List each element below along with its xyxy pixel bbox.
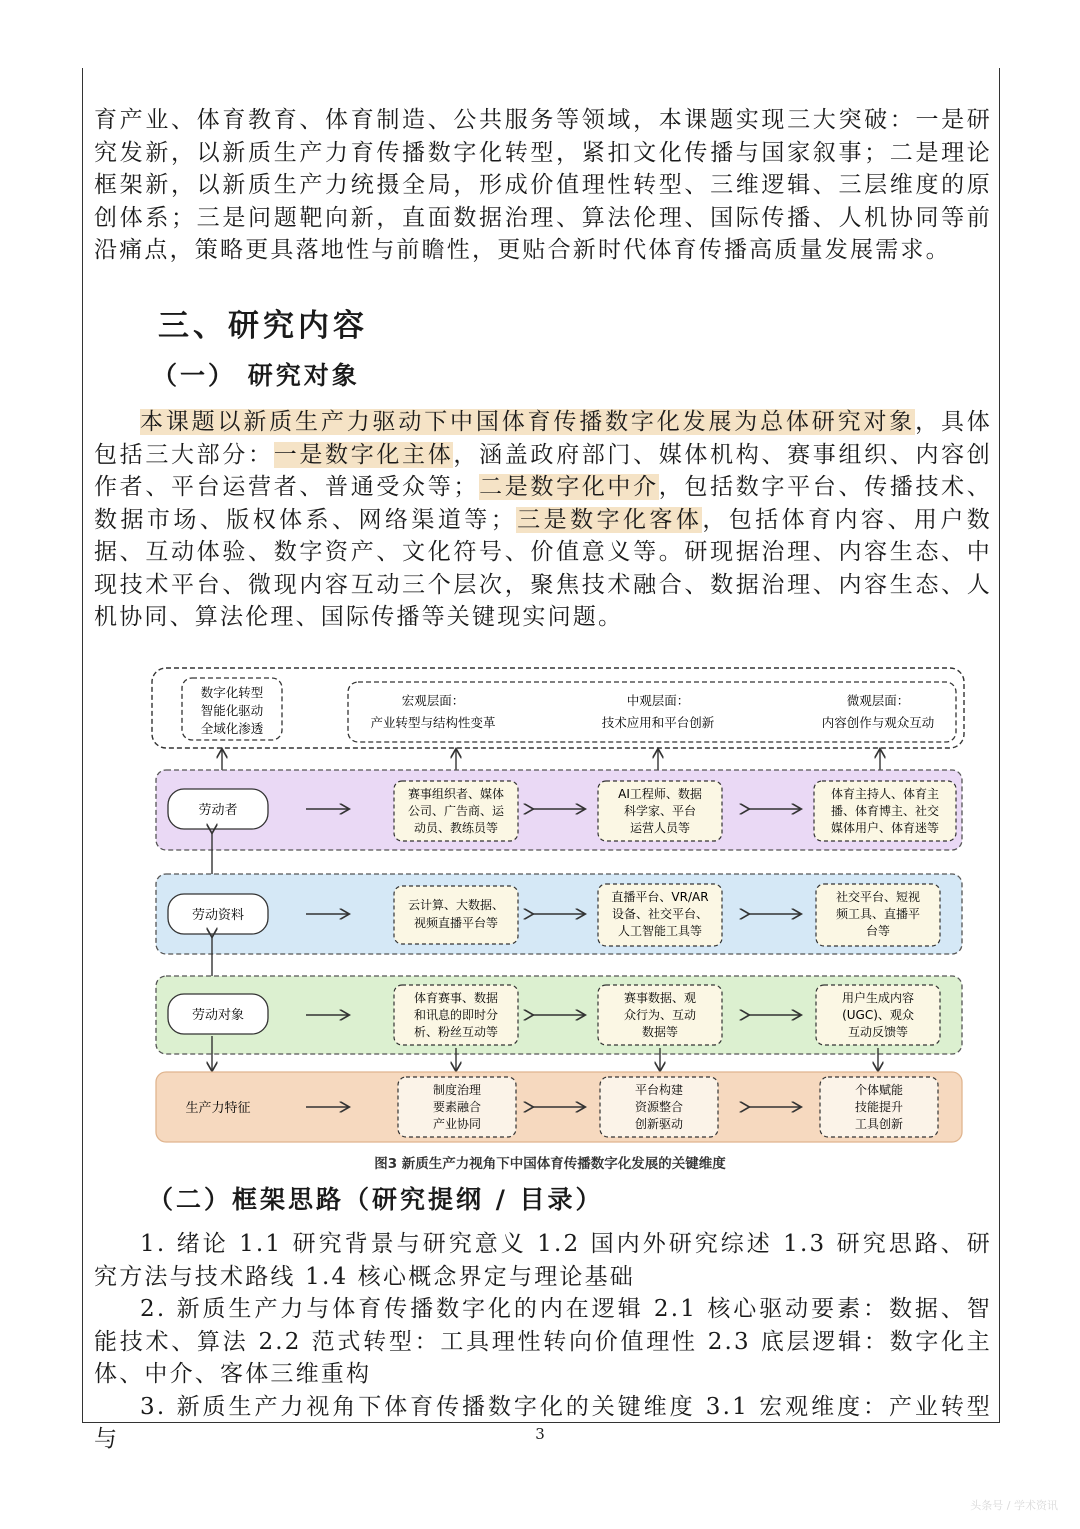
levels-box — [348, 682, 956, 742]
top-left-line-1: 数字化转型 — [200, 685, 264, 700]
labor-cell-3-line-2: 播、体育博主、社交 — [830, 804, 940, 818]
figure-caption: 图3 新质生产力视角下中国体育传播数字化发展的关键维度 — [374, 1156, 726, 1172]
research-object-paragraph — [94, 406, 992, 634]
features-cell-2-line-3: 创新驱动 — [634, 1117, 684, 1131]
macro-level-title: 宏观层面： — [401, 693, 465, 708]
micro-level-title: 微观层面： — [846, 693, 910, 708]
object-cell-1-line-2: 和讯息的即时分 — [413, 1008, 499, 1022]
features-cell-3-line-2: 技能提升 — [854, 1100, 904, 1114]
labor-cell-1-line-1: 赛事组织者、媒体 — [407, 787, 505, 801]
object-cell-3-line-3: 互动反馈等 — [847, 1025, 909, 1039]
labor-cell-2-line-2: 科学家、平台 — [623, 804, 697, 818]
outline-item-2: 2. 新质生产力与体育传播数字化的内在逻辑 2.1 核心驱动要素：数据、智能技术、算法 2.2 范式转型：工具理性转向价值理性 2.3 底层逻辑：数字化主体、中介、客体三维重构 — [94, 1296, 992, 1387]
outline-item-1: 1. 绪论 1.1 研究背景与研究意义 1.2 国内外研究综述 1.3 研究思路、研究方法与技术路线 1.4 核心概念界定与理论基础 — [94, 1231, 992, 1290]
means-cell-3-line-3: 台等 — [865, 924, 891, 938]
means-cell-3-line-1: 社交平台、短视 — [835, 890, 921, 904]
means-cell-2-line-1: 直播平台、VR/AR — [611, 890, 709, 904]
features-cell-3-line-1: 个体赋能 — [854, 1083, 904, 1097]
subsection-1-title: （一） 研究对象 — [152, 361, 360, 390]
labor-cell-3-line-3: 媒体用户、体育迷等 — [830, 821, 940, 835]
intro-paragraph — [94, 104, 992, 267]
object-text-2: ，涵盖政府部门、媒体机构、赛事组织、内容创作者、平台运营者、普通受众等； — [94, 441, 993, 500]
features-cell-1-line-2: 要素融合 — [432, 1100, 482, 1114]
means-cell-1-line-2: 视频直播平台等 — [413, 916, 499, 930]
outline-item-3: 3. 新质生产力视角下体育传播数字化的关键维度 3.1 宏观维度：产业转型与 — [94, 1393, 992, 1452]
watermark: 头条号 / 学术资讯 — [970, 1499, 1058, 1512]
means-cell-2-line-3: 人工智能工具等 — [617, 924, 703, 938]
object-cell-2-line-1: 赛事数据、观 — [623, 991, 697, 1005]
row-labor — [156, 770, 962, 850]
meso-level-title: 中观层面： — [626, 693, 690, 708]
page-number: 3 — [535, 1425, 545, 1443]
meso-level-desc: 技术应用和平台创新 — [601, 715, 715, 730]
figure-3-diagram — [148, 664, 966, 1146]
row-productivity-features — [156, 1072, 962, 1142]
object-text-1: ，具体包括三大部分： — [94, 409, 992, 468]
row-label-means: 劳动资料 — [191, 908, 245, 923]
labor-cell-2-line-1: AI工程师、数据 — [618, 787, 702, 801]
means-cell-2-line-2: 设备、社交平台、 — [611, 907, 709, 921]
highlight-main-object: 本课题以新质生产力驱动下中国体育传播数字化发展为总体研究对象 — [140, 409, 916, 435]
row-label-labor: 劳动者 — [198, 803, 238, 818]
object-cell-2-line-2: 众行为、互动 — [623, 1008, 697, 1022]
object-text-4: ，包括体育内容、用户数据、互动体验、数字资产、文化符号、价值意义等。研现据治理、内容生态、中现技术平台、微现内容互动三个层次，聚焦技术融合、数据治理、内容生态、人机协同、算法伦理、国际传播等关键现实问题。 — [94, 506, 992, 630]
highlight-digital-medium: 二是数字化中介 — [478, 474, 659, 500]
row-label-object: 劳动对象 — [191, 1008, 245, 1023]
row-means-of-labor — [156, 874, 962, 954]
top-left-line-2: 智能化驱动 — [200, 703, 264, 718]
labor-cell-1-line-3: 动员、教练员等 — [413, 821, 499, 835]
highlight-digital-object: 三是数字化客体 — [515, 506, 703, 533]
object-cell-1-line-1: 体育赛事、数据 — [413, 991, 499, 1005]
labor-cell-1-line-2: 公司、广告商、运 — [407, 804, 505, 818]
object-cell-3-line-1: 用户生成内容 — [841, 991, 915, 1005]
row-object-of-labor — [156, 976, 962, 1054]
subsection-2-title: （二）框架思路（研究提纲 / 目录） — [148, 1185, 604, 1214]
features-cell-3-line-3: 工具创新 — [854, 1117, 904, 1131]
intro-text: 育产业、体育教育、体育制造、公共服务等领域，本课题实现三大突破：一是研究发新，以新质生产力育传播数字化转型，紧扣文化传播与国家叙事；二是理论框架新，以新质生产力统摄全局，形成价值理性转型、三维逻辑、三层维度的原创体系；三是问题靶向新，直面数据治理、算法伦理、国际传播、人机协同等前沿痛点，策略更具落地性与前瞻性，更贴合新时代体育传播高质量发展需求。 — [94, 107, 992, 263]
features-cell-2-line-1: 平台构建 — [634, 1083, 684, 1097]
object-text-3: ，包括数字平台、传播技术、数据市场、版权体系、网络渠道等； — [94, 474, 993, 533]
highlight-digital-subject: 一是数字化主体 — [273, 441, 454, 468]
features-cell-1-line-1: 制度治理 — [432, 1083, 482, 1097]
features-cell-1-line-3: 产业协同 — [432, 1117, 482, 1131]
object-cell-2-line-3: 数据等 — [641, 1025, 679, 1039]
means-cell-3-line-2: 频工具、直播平 — [835, 907, 921, 921]
row-label-features: 生产力特征 — [185, 1101, 251, 1116]
section-3-title: 三、研究内容 — [158, 308, 368, 344]
object-cell-3-line-2: (UGC)、观众 — [842, 1008, 914, 1022]
means-cell-1-line-1: 云计算、大数据、 — [407, 898, 505, 912]
object-cell-1-line-3: 析、粉丝互动等 — [413, 1025, 499, 1039]
top-left-line-3: 全域化渗透 — [200, 721, 264, 736]
macro-level-desc: 产业转型与结构性变革 — [370, 715, 496, 730]
features-cell-2-line-2: 资源整合 — [634, 1100, 684, 1114]
labor-cell-2-line-3: 运营人员等 — [629, 821, 691, 835]
micro-level-desc: 内容创作与观众互动 — [821, 715, 935, 730]
labor-cell-3-line-1: 体育主持人、体育主 — [830, 787, 940, 801]
outline-list — [94, 1228, 992, 1456]
